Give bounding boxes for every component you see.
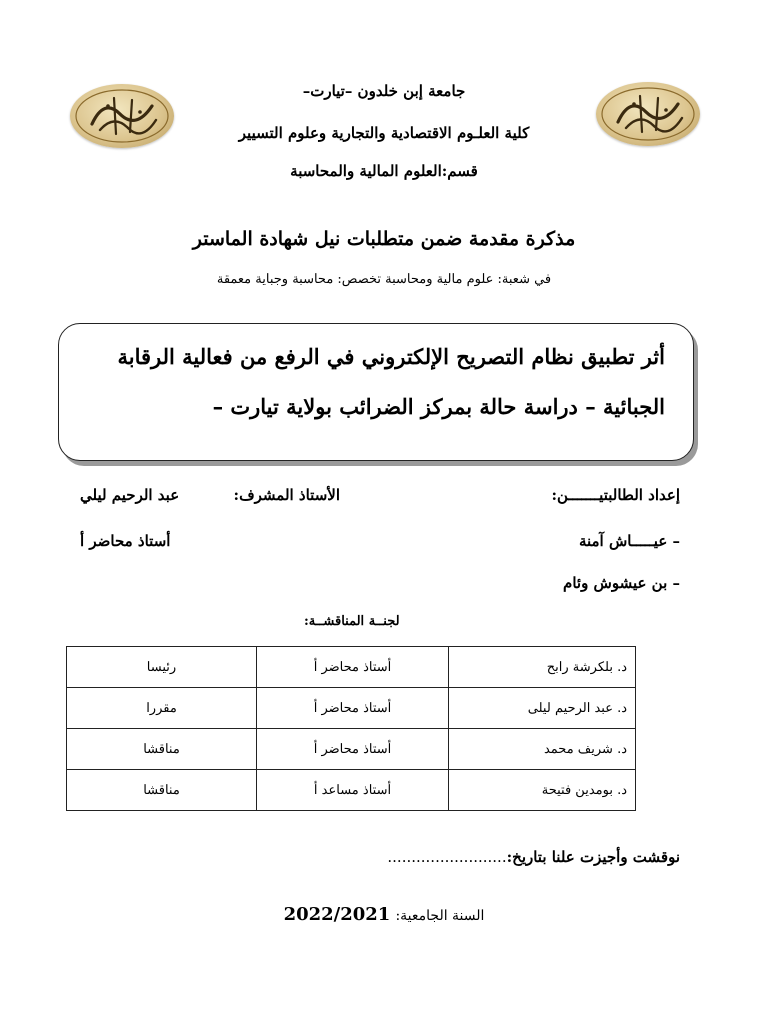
faculty-name: كلية العلـوم الاقتصادية والتجارية وعلوم التسيير	[238, 124, 530, 142]
discussion-date-dots: .........................	[387, 848, 507, 866]
committee-label: لجنــة المناقشــة:	[304, 614, 400, 629]
table-row	[67, 729, 636, 770]
member-role: رئيسا	[67, 647, 257, 688]
university-logo-left	[70, 84, 174, 148]
memo-title: مذكرة مقدمة ضمن متطلبات نيل شهادة الماستر	[192, 228, 576, 250]
supervisor-rank: أستاذ محاضر أ	[80, 532, 171, 550]
table-row	[67, 647, 636, 688]
member-rank: أستاذ مساعد أ	[257, 770, 449, 811]
university-name: جامعة إبن خلدون –تيارت–	[302, 82, 466, 100]
thesis-title-box	[58, 323, 694, 461]
table-row	[67, 688, 636, 729]
member-role: مناقشا	[67, 770, 257, 811]
table-row	[67, 770, 636, 811]
academic-year-value: 2022/2021	[283, 904, 391, 925]
member-role: مقررا	[67, 688, 257, 729]
committee-table	[66, 646, 636, 811]
member-name: د. بلكرشة رابح	[449, 647, 636, 688]
member-rank: أستاذ محاضر أ	[257, 647, 449, 688]
calligraphy-emblem-icon	[596, 82, 700, 146]
member-role: مناقشا	[67, 729, 257, 770]
thesis-title-line-2: الجبائية – دراسة حالة بمركز الضرائب بولاية تيارت –	[212, 394, 665, 419]
member-rank: أستاذ محاضر أ	[257, 729, 449, 770]
department-name: قسم:العلوم المالية والمحاسبة	[290, 162, 478, 180]
branch-specialty: في شعبة: علوم مالية ومحاسبة تخصص: محاسبة وجباية معمقة	[216, 272, 552, 287]
student-name-1: – عيـــــاش آمنة	[578, 532, 680, 550]
member-name: د. شريف محمد	[449, 729, 636, 770]
students-label: إعداد الطالبتيـــــــن:	[551, 486, 680, 504]
member-name: د. بومدين فتيحة	[449, 770, 636, 811]
academic-year-label: السنة الجامعية:	[395, 908, 485, 924]
discussion-date	[387, 848, 680, 866]
member-rank: أستاذ محاضر أ	[257, 688, 449, 729]
university-logo-right	[596, 82, 700, 146]
discussion-date-label: نوقشت وأجيزت علنا بتاريخ:	[506, 848, 680, 866]
supervisor-name: عبد الرحيم ليلي	[80, 486, 180, 504]
academic-year	[0, 904, 768, 925]
calligraphy-emblem-icon	[70, 84, 174, 148]
member-name: د. عبد الرحيم ليلى	[449, 688, 636, 729]
thesis-title-line-1: أثر تطبيق نظام التصريح الإلكتروني في الرفع من فعالية الرقابة	[117, 344, 665, 369]
supervisor-label: الأستاذ المشرف:	[233, 486, 340, 504]
student-name-2: – بن عيشوش وئام	[563, 574, 680, 592]
